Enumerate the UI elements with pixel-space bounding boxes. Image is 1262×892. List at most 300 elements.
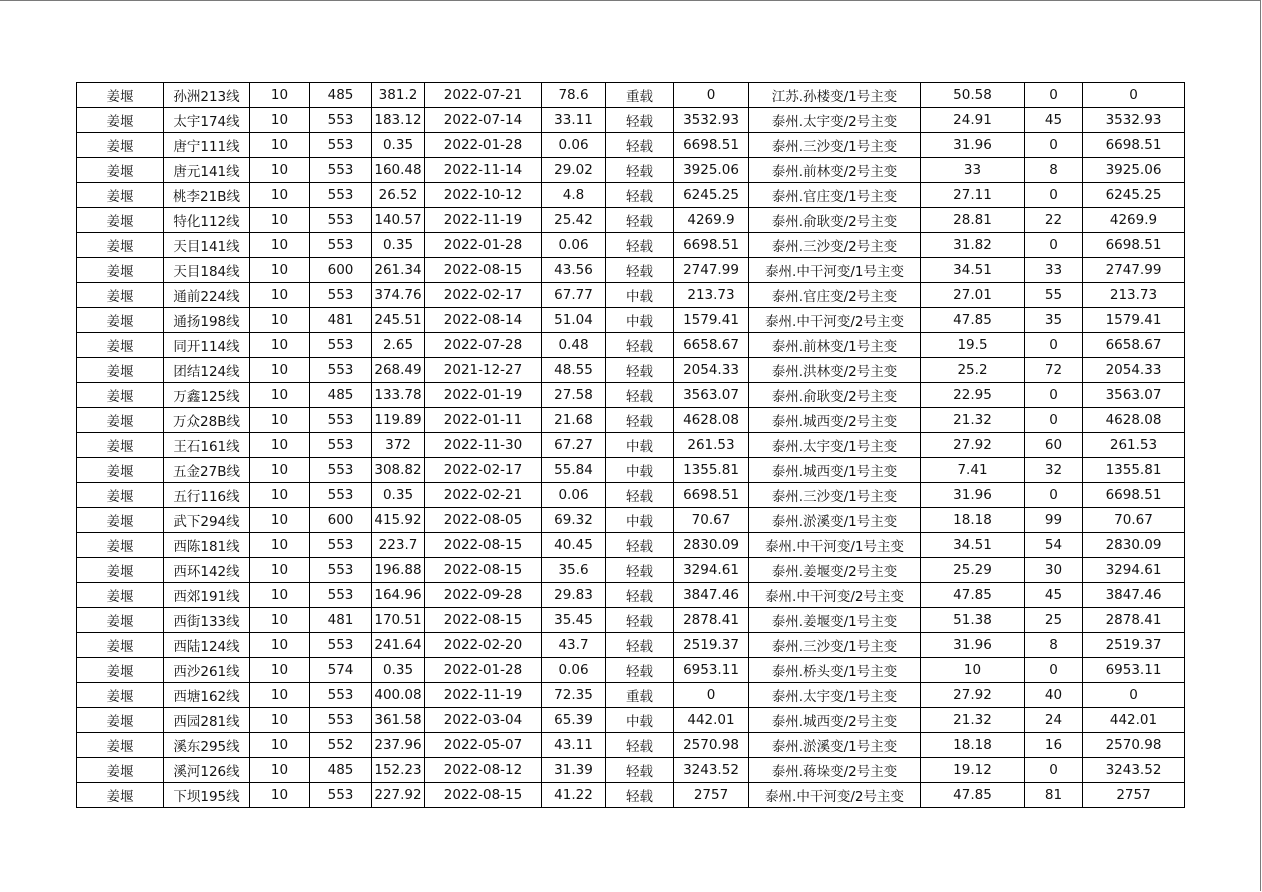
remaining-capacity-cell: 1579.41	[1083, 308, 1185, 333]
substation-cell: 泰州.淤溪变/1号主变	[749, 733, 921, 758]
remaining-capacity-cell: 6245.25	[1083, 183, 1185, 208]
voltage-cell: 10	[250, 583, 310, 608]
load-rate-cell: 55.84	[542, 458, 606, 483]
transformer-load-cell: 34.51	[921, 258, 1025, 283]
load-rate-cell: 72.35	[542, 683, 606, 708]
capacity-cell: 553	[310, 183, 372, 208]
voltage-cell: 10	[250, 383, 310, 408]
load-status-cell: 轻载	[606, 358, 674, 383]
available-capacity-cell: 2757	[674, 783, 749, 808]
voltage-cell: 10	[250, 683, 310, 708]
region-cell: 姜堰	[77, 433, 164, 458]
date-cell: 2022-11-19	[425, 208, 542, 233]
current-cell: 0.35	[372, 483, 425, 508]
remaining-capacity-cell: 3243.52	[1083, 758, 1185, 783]
transformer-load-cell: 24.91	[921, 108, 1025, 133]
load-rate-cell: 4.8	[542, 183, 606, 208]
region-cell: 姜堰	[77, 708, 164, 733]
count-cell: 99	[1025, 508, 1083, 533]
load-status-cell: 轻载	[606, 783, 674, 808]
voltage-cell: 10	[250, 408, 310, 433]
substation-cell: 泰州.太宇变/1号主变	[749, 433, 921, 458]
date-cell: 2022-01-28	[425, 658, 542, 683]
load-rate-cell: 35.45	[542, 608, 606, 633]
remaining-capacity-cell: 3847.46	[1083, 583, 1185, 608]
region-cell: 姜堰	[77, 658, 164, 683]
substation-cell: 泰州.三沙变/1号主变	[749, 633, 921, 658]
region-cell: 姜堰	[77, 108, 164, 133]
remaining-capacity-cell: 2757	[1083, 783, 1185, 808]
load-rate-cell: 41.22	[542, 783, 606, 808]
capacity-cell: 553	[310, 583, 372, 608]
remaining-capacity-cell: 3294.61	[1083, 558, 1185, 583]
date-cell: 2022-02-20	[425, 633, 542, 658]
date-cell: 2022-08-12	[425, 758, 542, 783]
table-row	[77, 583, 1185, 608]
table-row	[77, 258, 1185, 283]
remaining-capacity-cell: 4269.9	[1083, 208, 1185, 233]
transformer-load-cell: 22.95	[921, 383, 1025, 408]
capacity-cell: 553	[310, 558, 372, 583]
current-cell: 2.65	[372, 333, 425, 358]
current-cell: 227.92	[372, 783, 425, 808]
load-rate-cell: 48.55	[542, 358, 606, 383]
substation-cell: 泰州.官庄变/1号主变	[749, 183, 921, 208]
current-cell: 183.12	[372, 108, 425, 133]
feeder-load-table	[76, 82, 1185, 808]
table-row	[77, 283, 1185, 308]
remaining-capacity-cell: 2830.09	[1083, 533, 1185, 558]
transformer-load-cell: 47.85	[921, 583, 1025, 608]
capacity-cell: 574	[310, 658, 372, 683]
capacity-cell: 553	[310, 683, 372, 708]
count-cell: 0	[1025, 658, 1083, 683]
load-status-cell: 轻载	[606, 658, 674, 683]
load-status-cell: 轻载	[606, 558, 674, 583]
available-capacity-cell: 3532.93	[674, 108, 749, 133]
line-name-cell: 通前224线	[164, 283, 250, 308]
available-capacity-cell: 2519.37	[674, 633, 749, 658]
remaining-capacity-cell: 4628.08	[1083, 408, 1185, 433]
substation-cell: 泰州.三沙变/1号主变	[749, 133, 921, 158]
remaining-capacity-cell: 6698.51	[1083, 133, 1185, 158]
voltage-cell: 10	[250, 333, 310, 358]
count-cell: 33	[1025, 258, 1083, 283]
table-row	[77, 358, 1185, 383]
voltage-cell: 10	[250, 758, 310, 783]
transformer-load-cell: 21.32	[921, 708, 1025, 733]
region-cell: 姜堰	[77, 233, 164, 258]
region-cell: 姜堰	[77, 758, 164, 783]
load-rate-cell: 0.48	[542, 333, 606, 358]
table-row	[77, 108, 1185, 133]
substation-cell: 泰州.三沙变/1号主变	[749, 483, 921, 508]
available-capacity-cell: 6658.67	[674, 333, 749, 358]
date-cell: 2022-09-28	[425, 583, 542, 608]
count-cell: 0	[1025, 183, 1083, 208]
capacity-cell: 553	[310, 533, 372, 558]
voltage-cell: 10	[250, 308, 310, 333]
region-cell: 姜堰	[77, 258, 164, 283]
count-cell: 0	[1025, 333, 1083, 358]
capacity-cell: 553	[310, 483, 372, 508]
line-name-cell: 五行116线	[164, 483, 250, 508]
count-cell: 0	[1025, 483, 1083, 508]
current-cell: 160.48	[372, 158, 425, 183]
region-cell: 姜堰	[77, 358, 164, 383]
load-rate-cell: 67.27	[542, 433, 606, 458]
substation-cell: 江苏.孙楼变/1号主变	[749, 83, 921, 108]
region-cell: 姜堰	[77, 783, 164, 808]
count-cell: 35	[1025, 308, 1083, 333]
table-row	[77, 383, 1185, 408]
substation-cell: 泰州.蒋垛变/2号主变	[749, 758, 921, 783]
current-cell: 237.96	[372, 733, 425, 758]
date-cell: 2022-01-19	[425, 383, 542, 408]
load-status-cell: 中载	[606, 708, 674, 733]
transformer-load-cell: 28.81	[921, 208, 1025, 233]
line-name-cell: 桃李21B线	[164, 183, 250, 208]
line-name-cell: 特化112线	[164, 208, 250, 233]
date-cell: 2022-08-15	[425, 558, 542, 583]
count-cell: 0	[1025, 408, 1083, 433]
load-status-cell: 轻载	[606, 583, 674, 608]
available-capacity-cell: 2830.09	[674, 533, 749, 558]
voltage-cell: 10	[250, 358, 310, 383]
available-capacity-cell: 2054.33	[674, 358, 749, 383]
count-cell: 30	[1025, 558, 1083, 583]
line-name-cell: 西陆124线	[164, 633, 250, 658]
count-cell: 54	[1025, 533, 1083, 558]
current-cell: 400.08	[372, 683, 425, 708]
table-row	[77, 233, 1185, 258]
remaining-capacity-cell: 261.53	[1083, 433, 1185, 458]
line-name-cell: 天目184线	[164, 258, 250, 283]
line-name-cell: 武下294线	[164, 508, 250, 533]
current-cell: 164.96	[372, 583, 425, 608]
load-rate-cell: 35.6	[542, 558, 606, 583]
remaining-capacity-cell: 213.73	[1083, 283, 1185, 308]
capacity-cell: 485	[310, 83, 372, 108]
line-name-cell: 西沙261线	[164, 658, 250, 683]
transformer-load-cell: 7.41	[921, 458, 1025, 483]
substation-cell: 泰州.洪林变/2号主变	[749, 358, 921, 383]
load-rate-cell: 43.11	[542, 733, 606, 758]
substation-cell: 泰州.中干河变/2号主变	[749, 583, 921, 608]
load-status-cell: 轻载	[606, 208, 674, 233]
count-cell: 0	[1025, 83, 1083, 108]
region-cell: 姜堰	[77, 158, 164, 183]
remaining-capacity-cell: 442.01	[1083, 708, 1185, 733]
load-rate-cell: 0.06	[542, 658, 606, 683]
load-rate-cell: 27.58	[542, 383, 606, 408]
load-status-cell: 中载	[606, 508, 674, 533]
region-cell: 姜堰	[77, 533, 164, 558]
load-status-cell: 轻载	[606, 258, 674, 283]
table-row	[77, 558, 1185, 583]
substation-cell: 泰州.姜堰变/1号主变	[749, 608, 921, 633]
voltage-cell: 10	[250, 283, 310, 308]
capacity-cell: 485	[310, 383, 372, 408]
date-cell: 2022-08-15	[425, 608, 542, 633]
available-capacity-cell: 3925.06	[674, 158, 749, 183]
capacity-cell: 553	[310, 208, 372, 233]
transformer-load-cell: 19.5	[921, 333, 1025, 358]
voltage-cell: 10	[250, 233, 310, 258]
region-cell: 姜堰	[77, 683, 164, 708]
current-cell: 0.35	[372, 233, 425, 258]
line-name-cell: 唐元141线	[164, 158, 250, 183]
voltage-cell: 10	[250, 608, 310, 633]
transformer-load-cell: 31.82	[921, 233, 1025, 258]
remaining-capacity-cell: 2519.37	[1083, 633, 1185, 658]
line-name-cell: 同开114线	[164, 333, 250, 358]
capacity-cell: 553	[310, 133, 372, 158]
available-capacity-cell: 3294.61	[674, 558, 749, 583]
table-row	[77, 133, 1185, 158]
capacity-cell: 553	[310, 333, 372, 358]
line-name-cell: 太宇174线	[164, 108, 250, 133]
available-capacity-cell: 261.53	[674, 433, 749, 458]
available-capacity-cell: 3243.52	[674, 758, 749, 783]
load-status-cell: 轻载	[606, 383, 674, 408]
available-capacity-cell: 6698.51	[674, 233, 749, 258]
transformer-load-cell: 27.11	[921, 183, 1025, 208]
load-rate-cell: 29.02	[542, 158, 606, 183]
line-name-cell: 万众28B线	[164, 408, 250, 433]
transformer-load-cell: 34.51	[921, 533, 1025, 558]
load-status-cell: 轻载	[606, 233, 674, 258]
load-rate-cell: 33.11	[542, 108, 606, 133]
region-cell: 姜堰	[77, 408, 164, 433]
voltage-cell: 10	[250, 183, 310, 208]
available-capacity-cell: 4628.08	[674, 408, 749, 433]
remaining-capacity-cell: 3532.93	[1083, 108, 1185, 133]
date-cell: 2022-10-12	[425, 183, 542, 208]
load-status-cell: 中载	[606, 283, 674, 308]
current-cell: 119.89	[372, 408, 425, 433]
load-status-cell: 轻载	[606, 183, 674, 208]
available-capacity-cell: 4269.9	[674, 208, 749, 233]
line-name-cell: 溪河126线	[164, 758, 250, 783]
transformer-load-cell: 50.58	[921, 83, 1025, 108]
remaining-capacity-cell: 0	[1083, 683, 1185, 708]
region-cell: 姜堰	[77, 458, 164, 483]
current-cell: 196.88	[372, 558, 425, 583]
transformer-load-cell: 33	[921, 158, 1025, 183]
transformer-load-cell: 27.01	[921, 283, 1025, 308]
transformer-load-cell: 31.96	[921, 133, 1025, 158]
voltage-cell: 10	[250, 208, 310, 233]
region-cell: 姜堰	[77, 733, 164, 758]
current-cell: 140.57	[372, 208, 425, 233]
capacity-cell: 481	[310, 308, 372, 333]
date-cell: 2022-02-17	[425, 283, 542, 308]
table-row	[77, 408, 1185, 433]
remaining-capacity-cell: 3563.07	[1083, 383, 1185, 408]
table-row	[77, 333, 1185, 358]
load-rate-cell: 0.06	[542, 483, 606, 508]
capacity-cell: 481	[310, 608, 372, 633]
available-capacity-cell: 6953.11	[674, 658, 749, 683]
remaining-capacity-cell: 1355.81	[1083, 458, 1185, 483]
count-cell: 24	[1025, 708, 1083, 733]
available-capacity-cell: 6245.25	[674, 183, 749, 208]
current-cell: 374.76	[372, 283, 425, 308]
load-status-cell: 轻载	[606, 533, 674, 558]
load-status-cell: 轻载	[606, 333, 674, 358]
transformer-load-cell: 25.29	[921, 558, 1025, 583]
region-cell: 姜堰	[77, 483, 164, 508]
load-status-cell: 轻载	[606, 158, 674, 183]
line-name-cell: 五金27B线	[164, 458, 250, 483]
date-cell: 2022-08-05	[425, 508, 542, 533]
voltage-cell: 10	[250, 533, 310, 558]
load-rate-cell: 29.83	[542, 583, 606, 608]
load-rate-cell: 0.06	[542, 133, 606, 158]
capacity-cell: 553	[310, 783, 372, 808]
substation-cell: 泰州.姜堰变/2号主变	[749, 558, 921, 583]
voltage-cell: 10	[250, 633, 310, 658]
substation-cell: 泰州.桥头变/1号主变	[749, 658, 921, 683]
available-capacity-cell: 2747.99	[674, 258, 749, 283]
line-name-cell: 通扬198线	[164, 308, 250, 333]
table-row	[77, 433, 1185, 458]
transformer-load-cell: 31.96	[921, 633, 1025, 658]
table-row	[77, 308, 1185, 333]
voltage-cell: 10	[250, 83, 310, 108]
region-cell: 姜堰	[77, 308, 164, 333]
transformer-load-cell: 27.92	[921, 683, 1025, 708]
count-cell: 0	[1025, 233, 1083, 258]
line-name-cell: 王石161线	[164, 433, 250, 458]
load-status-cell: 中载	[606, 433, 674, 458]
substation-cell: 泰州.太宇变/2号主变	[749, 108, 921, 133]
table-row	[77, 458, 1185, 483]
date-cell: 2022-07-14	[425, 108, 542, 133]
count-cell: 25	[1025, 608, 1083, 633]
remaining-capacity-cell: 2878.41	[1083, 608, 1185, 633]
count-cell: 8	[1025, 633, 1083, 658]
date-cell: 2022-07-28	[425, 333, 542, 358]
substation-cell: 泰州.中干河变/1号主变	[749, 533, 921, 558]
line-name-cell: 西塘162线	[164, 683, 250, 708]
current-cell: 261.34	[372, 258, 425, 283]
count-cell: 16	[1025, 733, 1083, 758]
transformer-load-cell: 19.12	[921, 758, 1025, 783]
transformer-load-cell: 21.32	[921, 408, 1025, 433]
load-status-cell: 轻载	[606, 108, 674, 133]
date-cell: 2022-11-30	[425, 433, 542, 458]
current-cell: 245.51	[372, 308, 425, 333]
region-cell: 姜堰	[77, 133, 164, 158]
remaining-capacity-cell: 3925.06	[1083, 158, 1185, 183]
table-row	[77, 683, 1185, 708]
substation-cell: 泰州.前林变/2号主变	[749, 158, 921, 183]
line-name-cell: 西郊191线	[164, 583, 250, 608]
load-rate-cell: 78.6	[542, 83, 606, 108]
transformer-load-cell: 10	[921, 658, 1025, 683]
current-cell: 133.78	[372, 383, 425, 408]
count-cell: 81	[1025, 783, 1083, 808]
region-cell: 姜堰	[77, 83, 164, 108]
transformer-load-cell: 47.85	[921, 308, 1025, 333]
remaining-capacity-cell: 6658.67	[1083, 333, 1185, 358]
count-cell: 55	[1025, 283, 1083, 308]
remaining-capacity-cell: 6698.51	[1083, 233, 1185, 258]
remaining-capacity-cell: 2747.99	[1083, 258, 1185, 283]
remaining-capacity-cell: 2570.98	[1083, 733, 1185, 758]
substation-cell: 泰州.淤溪变/1号主变	[749, 508, 921, 533]
available-capacity-cell: 6698.51	[674, 483, 749, 508]
voltage-cell: 10	[250, 508, 310, 533]
count-cell: 72	[1025, 358, 1083, 383]
count-cell: 0	[1025, 758, 1083, 783]
current-cell: 381.2	[372, 83, 425, 108]
date-cell: 2022-08-14	[425, 308, 542, 333]
region-cell: 姜堰	[77, 608, 164, 633]
count-cell: 0	[1025, 383, 1083, 408]
table-row	[77, 158, 1185, 183]
voltage-cell: 10	[250, 483, 310, 508]
load-rate-cell: 25.42	[542, 208, 606, 233]
load-rate-cell: 69.32	[542, 508, 606, 533]
date-cell: 2022-01-11	[425, 408, 542, 433]
capacity-cell: 553	[310, 283, 372, 308]
table-row	[77, 708, 1185, 733]
date-cell: 2022-08-15	[425, 258, 542, 283]
transformer-load-cell: 47.85	[921, 783, 1025, 808]
table-row	[77, 183, 1185, 208]
capacity-cell: 552	[310, 733, 372, 758]
line-name-cell: 西街133线	[164, 608, 250, 633]
count-cell: 45	[1025, 583, 1083, 608]
region-cell: 姜堰	[77, 383, 164, 408]
current-cell: 0.35	[372, 133, 425, 158]
table-row	[77, 783, 1185, 808]
current-cell: 241.64	[372, 633, 425, 658]
load-status-cell: 轻载	[606, 408, 674, 433]
substation-cell: 泰州.三沙变/2号主变	[749, 233, 921, 258]
region-cell: 姜堰	[77, 183, 164, 208]
remaining-capacity-cell: 70.67	[1083, 508, 1185, 533]
date-cell: 2022-01-28	[425, 133, 542, 158]
available-capacity-cell: 3847.46	[674, 583, 749, 608]
substation-cell: 泰州.中干河变/2号主变	[749, 783, 921, 808]
load-status-cell: 轻载	[606, 608, 674, 633]
table-row	[77, 658, 1185, 683]
region-cell: 姜堰	[77, 583, 164, 608]
current-cell: 152.23	[372, 758, 425, 783]
transformer-load-cell: 18.18	[921, 733, 1025, 758]
voltage-cell: 10	[250, 558, 310, 583]
table-row	[77, 733, 1185, 758]
date-cell: 2021-12-27	[425, 358, 542, 383]
load-rate-cell: 67.77	[542, 283, 606, 308]
table-row	[77, 83, 1185, 108]
line-name-cell: 下坝195线	[164, 783, 250, 808]
transformer-load-cell: 25.2	[921, 358, 1025, 383]
load-status-cell: 轻载	[606, 733, 674, 758]
capacity-cell: 553	[310, 458, 372, 483]
voltage-cell: 10	[250, 658, 310, 683]
voltage-cell: 10	[250, 433, 310, 458]
capacity-cell: 553	[310, 108, 372, 133]
capacity-cell: 600	[310, 258, 372, 283]
substation-cell: 泰州.前林变/1号主变	[749, 333, 921, 358]
count-cell: 0	[1025, 133, 1083, 158]
line-name-cell: 团结124线	[164, 358, 250, 383]
